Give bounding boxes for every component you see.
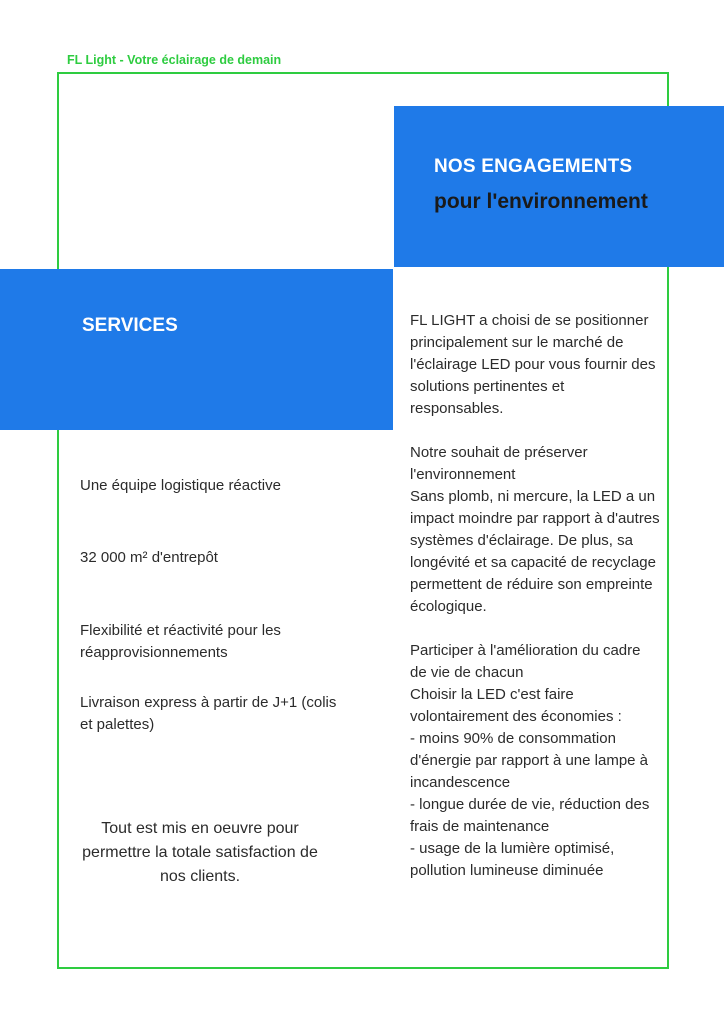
quality-text: Choisir la LED c'est faire volontairement des économies :	[410, 686, 622, 725]
brand-tagline: FL Light - Votre éclairage de demain	[67, 53, 282, 67]
benefit-item: - moins 90% de consommation d'énergie par rapport à une lampe à incandescence	[410, 730, 649, 791]
intro-paragraph: FL LIGHT a choisi de se positionner principalement sur le marché de l'éclairage LED pour vous fournir des solutions pertinentes et responsables.	[410, 312, 656, 417]
service-item: Flexibilité et réactivité pour les réapprovisionnements	[80, 622, 281, 661]
quality-of-life-paragraph	[410, 640, 660, 882]
service-item: Une équipe logistique réactive	[80, 477, 281, 494]
quality-heading: Participer à l'amélioration du cadre de vie de chacun	[410, 642, 641, 681]
engagements-header	[394, 106, 724, 267]
environment-text: Sans plomb, ni mercure, la LED a un impact moindre par rapport à d'autres systèmes d'éclairage. De plus, sa longévité et sa capacité de recyclage permettent de réduire son empreinte écologique.	[410, 488, 660, 615]
engagements-subtitle: pour l'environnement	[434, 190, 648, 213]
services-title: SERVICES	[82, 315, 178, 336]
service-item: Livraison express à partir de J+1 (colis et palettes)	[80, 694, 337, 733]
benefit-item: - usage de la lumière optimisé, pollution lumineuse diminuée	[410, 840, 615, 879]
environment-heading: Notre souhait de préserver l'environnement	[410, 444, 588, 483]
engagements-body	[410, 310, 660, 904]
engagements-title: NOS ENGAGEMENTS	[434, 156, 633, 177]
benefit-item: - longue durée de vie, réduction des frais de maintenance	[410, 796, 650, 835]
service-item: 32 000 m² d'entrepôt	[80, 549, 218, 566]
environment-paragraph	[410, 442, 660, 618]
services-header	[0, 269, 393, 430]
services-closing: Tout est mis en oeuvre pour permettre la totale satisfaction de nos clients.	[82, 820, 318, 885]
